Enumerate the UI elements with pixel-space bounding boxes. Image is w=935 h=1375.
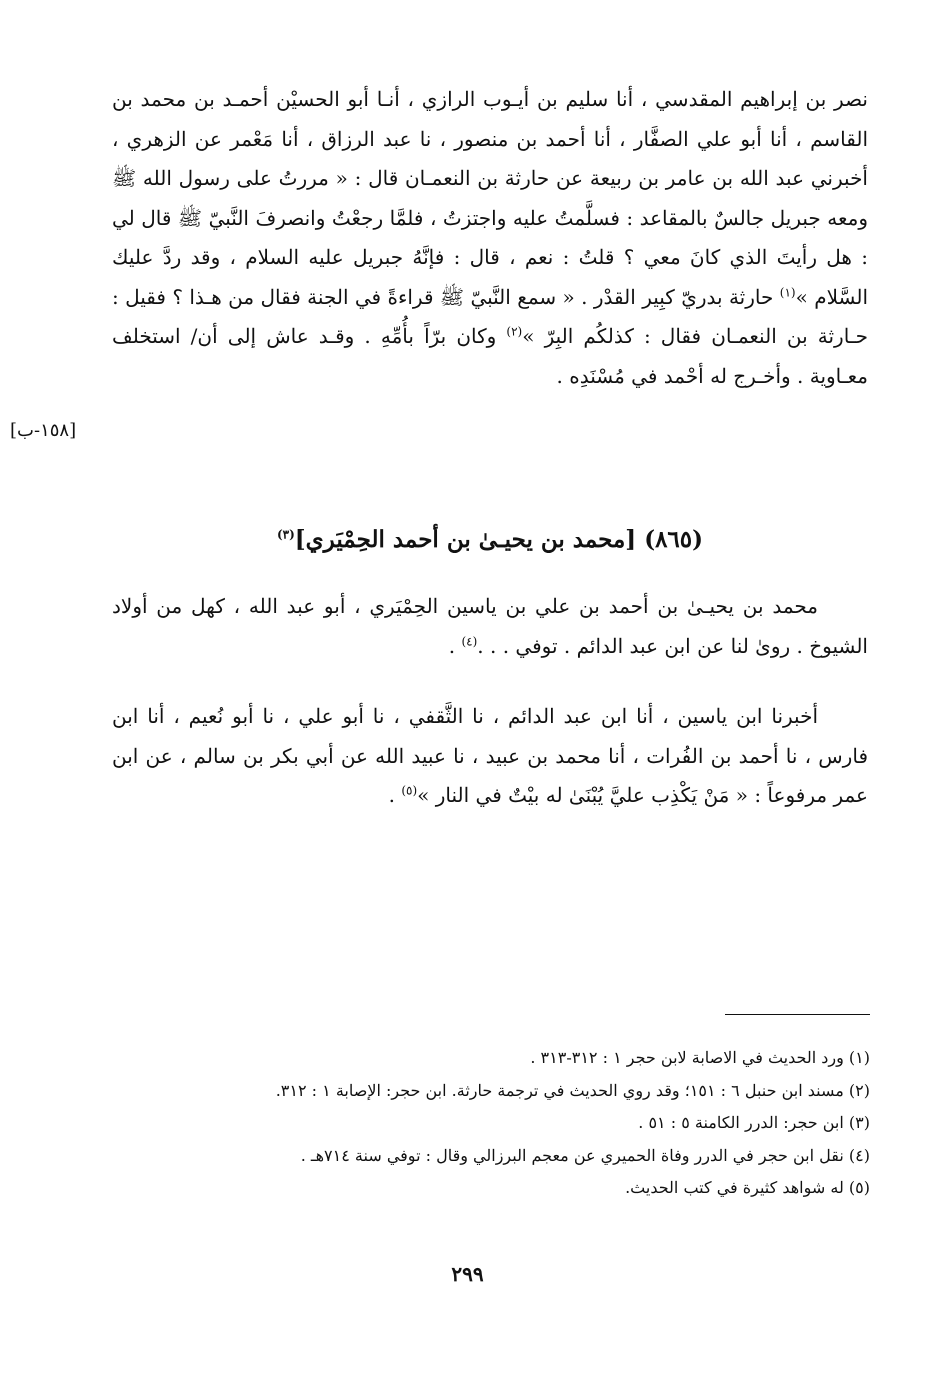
paragraph-2-text: محمد بن يحيـىٰ بن أحمد بن علي بن ياسين الحِمْيَري ، أبو عبد الله ، كهل من أولاد الشيوخ . روىٰ لنا عن ابن عبد الدائم . توفي . . . <box>112 594 868 658</box>
paragraph-2 <box>112 587 868 666</box>
footnote-ref-5[interactable]: (٥) <box>401 783 418 798</box>
manuscript-folio-marker: [١٥٨-ب] <box>10 420 77 441</box>
paragraph-1-ending: وكان برّاً بأُمِّهِ . وقـد عاش إلى أن/ استخلف معـاوية . وأخـرج له أحْمد في مُسْنَدِه . <box>112 324 868 388</box>
paragraph-3-ending: . <box>388 783 395 807</box>
footnote-5: (٥) له شواهد كثيرة في كتب الحديث. <box>625 1178 870 1197</box>
footnote-4: (٤) نقل ابن حجر في الدرر وفاة الحميري عن معجم البرزالي وقال : توفي سنة ٧١٤هـ . <box>300 1145 870 1165</box>
footnote-ref-3[interactable]: (٣) <box>276 527 295 542</box>
footnote-ref-2[interactable]: (٢) <box>506 324 523 339</box>
footnote-ref-1[interactable]: (١) <box>779 284 796 299</box>
footnotes-section <box>140 1042 870 1205</box>
entry-heading-text: (٨٦٥) [محمد بن يحيـىٰ بن أحمد الحِمْيَري] <box>294 526 704 553</box>
main-text-block <box>112 80 868 396</box>
entry-biography <box>112 587 868 666</box>
paragraph-1-continuation: حارثة بدريّ كبِير القدْر . « سمع النَّبيّ ﷺ قراءةً في الجنة فقال من هـذا ؟ فقيل : حـارثة بن النعمـان فقال : كذلكُم البِرّ » <box>112 284 869 348</box>
footnote-ref-4[interactable]: (٤) <box>461 633 478 648</box>
page-number: ٢٩٩ <box>451 1262 484 1286</box>
footnote-3: (٣) ابن حجر: الدرر الكامنة ٥ : ٥١ . <box>638 1113 870 1132</box>
entry-hadith <box>112 697 868 816</box>
footnote-divider <box>725 1014 870 1015</box>
paragraph-2-ending: . <box>448 633 456 658</box>
paragraph-1 <box>112 80 868 396</box>
entry-heading <box>112 526 868 553</box>
paragraph-3-text: أخبرنا ابن ياسين ، أنا ابن عبد الدائم ، نا الثَّقفي ، نا أبو علي ، نا أبو نُعيم ، أنا ابن فارس ، نا أحمد بن الفُرات ، أنا محمد بن عبيد ، نا عبيد الله عن أبي بكر بن سالم ، عن ابن عمر مرفوعاً : « مَنْ يَكْذِب عليَّ يُبْنَىٰ له بيْتٌ في النار » <box>112 704 868 807</box>
footnote-1: (١) ورد الحديث في الاصابة لابن حجر ١ : ٣١٢-٣١٣ . <box>530 1048 870 1067</box>
footnote-2: (٢) مسند ابن حنبل ٦ : ١٥١؛ وقد روي الحديث في ترجمة حارثة. ابن حجر: الإصابة ١ : ٣١٢. <box>275 1080 870 1100</box>
paragraph-3 <box>112 697 868 816</box>
paragraph-1-text: نصر بن إبراهيم المقدسي ، أنا سليم بن أيـوب الرازي ، أنـا أبو الحسيْن أحمـد بن محمد بن القاسم ، أنا أبو علي الصفَّار ، أنا أحمد بن منصور ، نا عبد الرزاق ، أنا مَعْمر عن الزهري ، أخبرني عبد الله بن عامر بن ربيعة عن حارثة بن النعمـان قال : « مررتُ على رسول الله ﷺ ومعه جبريل جالسٌ بالمقاعد : فسلَّمتُ عليه واجتزتُ ، فلمَّا رجعْتُ وانصرفَ النَّبيّ ﷺ قال لي : هل رأيتَ الذي كانَ معي ؟ قلتُ : نعم ، قال : فإنَّهُ جبريل عليه السلام ، وقد ردَّ عليك السَّلام » <box>112 87 869 309</box>
